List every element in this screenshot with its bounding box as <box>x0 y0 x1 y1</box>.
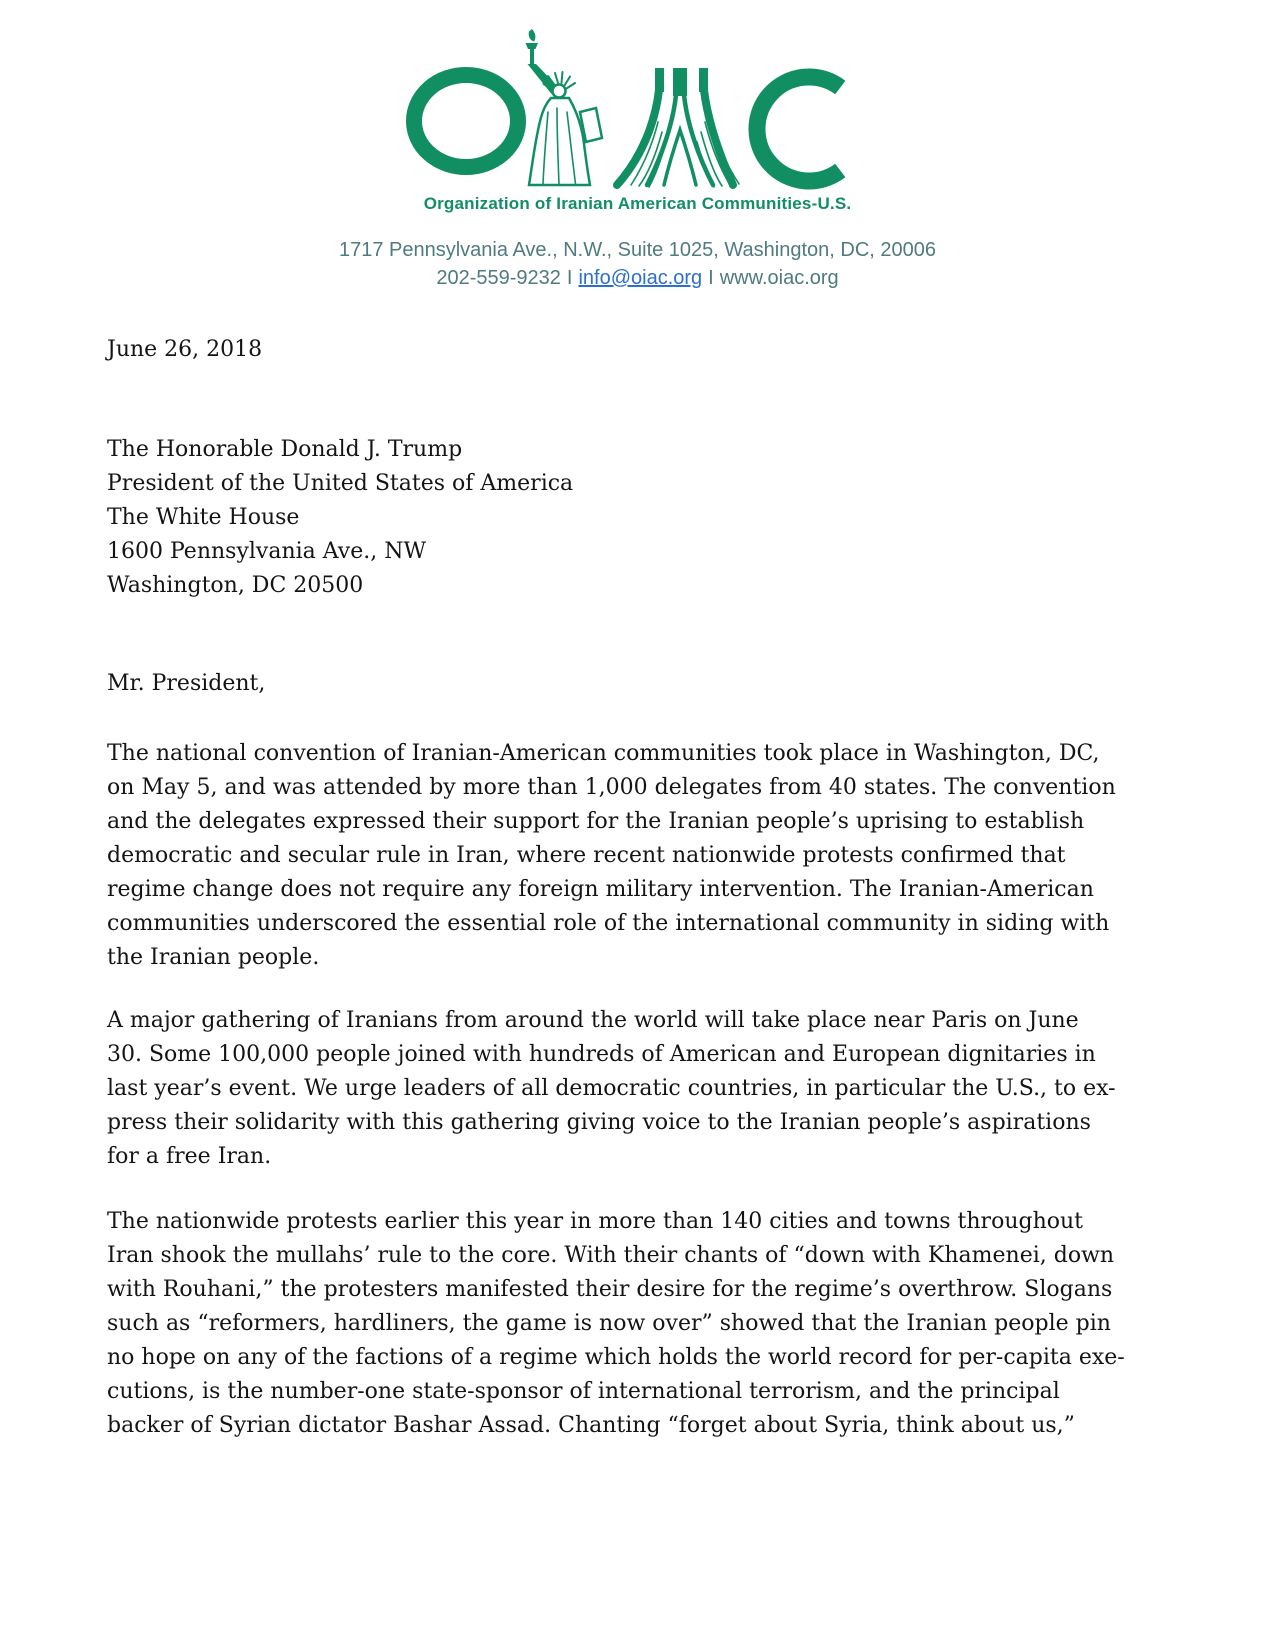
letter-line: backer of Syrian dictator Bashar Assad. Chanting “forget about Syria, think about us,” <box>107 1413 1075 1438</box>
letter-line: A major gathering of Iranians from around the world will take place near Paris on June <box>107 1008 1079 1033</box>
org-address: 1717 Pennsylvania Ave., N.W., Suite 1025, Washington, DC, 20006 <box>338 239 937 261</box>
recipient-line: The White House <box>107 505 300 530</box>
recipient-line: The Honorable Donald J. Trump <box>107 437 463 462</box>
contact-separator: I <box>708 267 714 289</box>
letter-line: regime change does not require any foreign military intervention. The Iranian-American <box>107 877 1094 902</box>
letter-line: communities underscored the essential role of the international community in siding with <box>107 911 1110 936</box>
letter-line: such as “reformers, hardliners, the game is now over” showed that the Iranian people pin <box>107 1311 1111 1336</box>
org-website: www.oiac.org <box>719 267 839 289</box>
letter-line: press their solidarity with this gathering giving voice to the Iranian people’s aspirations <box>107 1110 1091 1135</box>
letter-body <box>107 333 1275 1443</box>
letter-date: June 26, 2018 <box>107 337 263 362</box>
letter-line: last year’s event. We urge leaders of all democratic countries, in particular the U.S., to ex- <box>107 1076 1116 1101</box>
letter-line: for a free Iran. <box>107 1144 272 1169</box>
logo-letter-o <box>414 75 518 167</box>
logo-tagline: Organization of Iranian American Communities-U.S. <box>423 194 852 213</box>
contact-separator: I <box>566 267 573 289</box>
paragraph <box>107 1004 1275 1174</box>
letter-line: and the delegates expressed their support for the Iranian people’s uprising to establish <box>107 809 1085 834</box>
letter-line: on May 5, and was attended by more than 1,000 delegates from 40 states. The convention <box>107 775 1116 800</box>
oiac-logo <box>405 28 870 193</box>
letter-line: The nationwide protests earlier this year in more than 140 cities and towns throughout <box>107 1209 1083 1234</box>
salutation: Mr. President, <box>107 671 266 696</box>
recipient-line: President of the United States of America <box>107 471 574 496</box>
letter-line: Iran shook the mullahs’ rule to the core. With their chants of “down with Khamenei, down <box>107 1243 1115 1268</box>
org-email-link[interactable]: info@oiac.org <box>578 267 703 289</box>
recipient-line: 1600 Pennsylvania Ave., NW <box>107 539 427 564</box>
logo-letter-c <box>757 77 840 181</box>
recipient-address-block <box>107 433 1275 603</box>
paragraph <box>107 737 1275 975</box>
azadi-tower-icon <box>617 68 739 187</box>
paragraph <box>107 1205 1275 1443</box>
statue-of-liberty-icon <box>526 29 603 185</box>
letter-line: with Rouhani,” the protesters manifested their desire for the regime’s overthrow. Slogans <box>107 1277 1113 1302</box>
letter-line: The national convention of Iranian-American communities took place in Washington, DC, <box>107 741 1100 766</box>
letter-line: cutions, is the number-one state-sponsor of international terrorism, and the principal <box>107 1379 1060 1404</box>
letter-line: democratic and secular rule in Iran, where recent nationwide protests confirmed that <box>107 843 1066 868</box>
recipient-line: Washington, DC 20500 <box>107 573 364 598</box>
org-contact-line <box>0 263 1275 293</box>
letter-line: no hope on any of the factions of a regime which holds the world record for per-capita exe- <box>107 1345 1125 1370</box>
letter-line: 30. Some 100,000 people joined with hundreds of American and European dignitaries in <box>107 1042 1096 1067</box>
letter-line: the Iranian people. <box>107 945 320 970</box>
letterhead <box>0 0 1275 293</box>
org-phone: 202-559-9232 <box>436 267 561 289</box>
